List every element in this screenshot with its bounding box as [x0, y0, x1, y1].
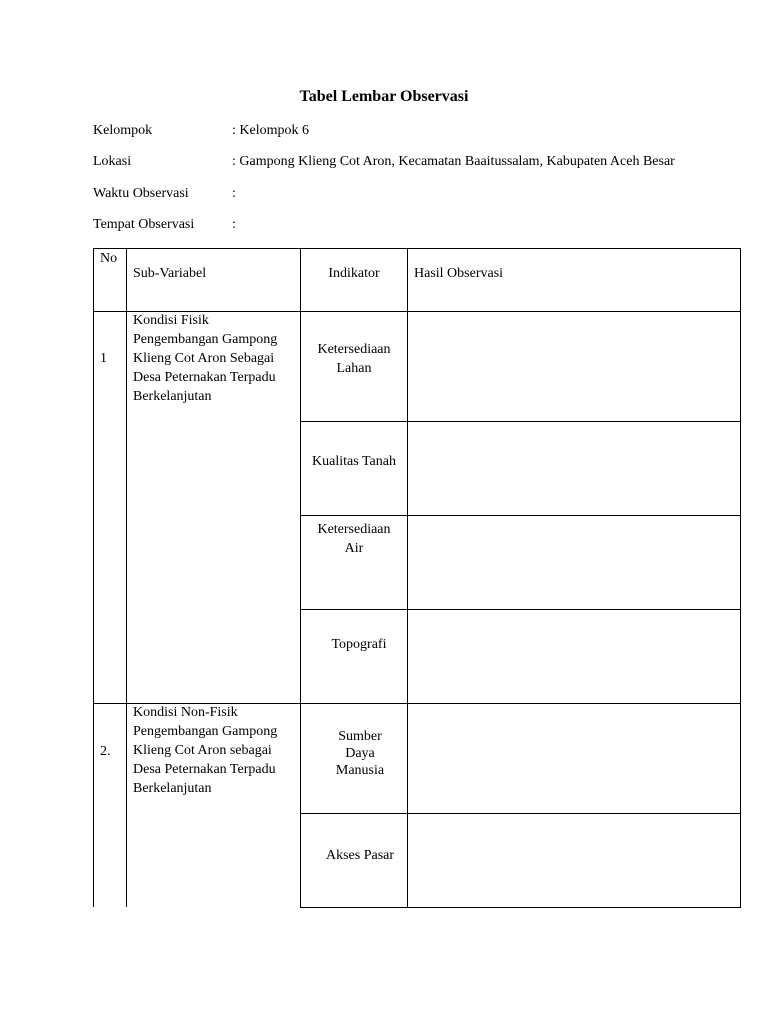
indikator-line: Sumber — [338, 729, 382, 744]
meta-label: Waktu Observasi — [93, 186, 189, 201]
table-border-right — [740, 248, 741, 908]
sub-variabel-line: Berkelanjutan — [133, 781, 212, 796]
group-number — [93, 349, 126, 368]
indikator-cell — [307, 846, 413, 865]
indikator-line: Ketersediaan — [317, 342, 391, 357]
indikator-line: Daya — [345, 746, 375, 761]
indikator-line: Topografi — [331, 637, 387, 652]
indikator-cell — [307, 728, 413, 779]
indikator-line: Ketersediaan — [317, 522, 391, 537]
header-no — [93, 249, 126, 268]
indikator-line: Kualitas Tanah — [312, 454, 396, 469]
group-number-label: 1 — [100, 351, 107, 366]
sub-variabel-cell — [133, 311, 299, 406]
indikator-cell — [301, 635, 417, 654]
table-row-divider — [300, 813, 741, 814]
group-number — [93, 742, 126, 761]
table-row-divider — [300, 609, 741, 610]
meta-label: Lokasi — [93, 154, 132, 169]
sub-variabel-line: Desa Peternakan Terpadu — [133, 370, 276, 385]
header-sub-variabel: Sub-Variabel — [133, 266, 207, 281]
sub-variabel-cell — [133, 703, 299, 798]
sub-variabel-line: Klieng Cot Aron sebagai — [133, 743, 272, 758]
sub-variabel-line: Kondisi Fisik — [133, 313, 209, 328]
header-no-label: No — [100, 251, 118, 266]
meta-value: : Kelompok 6 — [232, 123, 309, 138]
sub-variabel-line: Pengembangan Gampong — [133, 332, 278, 347]
sub-variabel-line: Klieng Cot Aron Sebagai — [133, 351, 275, 366]
table-col-divider — [407, 248, 408, 908]
indikator-line: Air — [344, 541, 364, 556]
meta-label: Tempat Observasi — [93, 217, 195, 232]
table-row-divider — [300, 515, 741, 516]
indikator-line: Akses Pasar — [325, 848, 395, 863]
indikator-line: Manusia — [335, 763, 385, 778]
meta-value: : — [232, 186, 236, 201]
sub-variabel-line: Kondisi Non-Fisik — [133, 705, 238, 720]
table-border-top — [93, 248, 741, 249]
table-border-left — [93, 248, 94, 907]
indikator-cell — [301, 452, 407, 471]
sub-variabel-line: Desa Peternakan Terpadu — [133, 762, 276, 777]
page-title: Tabel Lembar Observasi — [299, 88, 469, 105]
meta-value: : — [232, 217, 236, 232]
indikator-cell — [301, 520, 407, 558]
indikator-line: Lahan — [336, 361, 372, 376]
table-border-bottom — [300, 907, 741, 908]
header-hasil-observasi: Hasil Observasi — [414, 266, 504, 281]
meta-value: : Gampong Klieng Cot Aron, Kecamatan Baaitussalam, Kabupaten Aceh Besar — [232, 154, 675, 169]
indikator-cell — [301, 340, 407, 378]
header-indikator: Indikator — [328, 266, 380, 281]
sub-variabel-line: Pengembangan Gampong — [133, 724, 278, 739]
meta-label: Kelompok — [93, 123, 153, 138]
group-number-label: 2. — [100, 744, 111, 759]
sub-variabel-line: Berkelanjutan — [133, 389, 212, 404]
table-row-divider — [300, 421, 741, 422]
table-col-divider — [126, 248, 127, 907]
